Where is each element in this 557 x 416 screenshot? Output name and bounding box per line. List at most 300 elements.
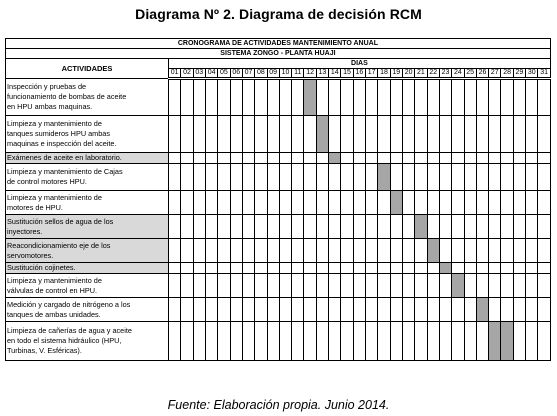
day-cell: [353, 191, 365, 215]
day-cell: [513, 164, 525, 191]
day-number-04: 04: [205, 69, 217, 79]
day-cell: [390, 153, 402, 164]
day-cell: [501, 191, 513, 215]
day-cell: [292, 274, 304, 298]
activity-label-line: Limpieza y mantenimiento de: [7, 275, 102, 285]
activity-label: [6, 298, 169, 322]
day-cell: [501, 153, 513, 164]
day-cell: [513, 322, 525, 361]
activity-label-line: servomotores.: [7, 250, 54, 260]
day-cell: [169, 79, 181, 116]
day-cell: [292, 164, 304, 191]
day-cell: [267, 215, 279, 239]
activity-label-line: de control motores HPU.: [7, 177, 87, 186]
day-cell: [439, 116, 451, 153]
day-number-05: 05: [218, 69, 230, 79]
day-cell: [242, 274, 254, 298]
day-cell: [415, 263, 427, 274]
day-cell: [353, 153, 365, 164]
day-cell: [341, 239, 353, 263]
day-cell: [452, 79, 464, 116]
scheduled-day-cell: [452, 274, 464, 298]
day-number-26: 26: [476, 69, 488, 79]
day-cell: [452, 116, 464, 153]
scheduled-day-cell: [489, 322, 501, 361]
day-cell: [464, 164, 476, 191]
day-cell: [378, 215, 390, 239]
day-cell: [476, 215, 488, 239]
day-cell: [279, 215, 291, 239]
day-cell: [169, 298, 181, 322]
day-cell: [341, 263, 353, 274]
day-cell: [341, 116, 353, 153]
activity-label-line: Sustitución cojinetes.: [7, 263, 76, 272]
day-cell: [316, 239, 328, 263]
day-cell: [304, 116, 316, 153]
day-cell: [353, 215, 365, 239]
day-cell: [402, 164, 414, 191]
day-cell: [181, 322, 193, 361]
day-cell: [304, 153, 316, 164]
day-cell: [218, 239, 230, 263]
day-cell: [267, 153, 279, 164]
day-cell: [230, 153, 242, 164]
day-cell: [279, 191, 291, 215]
day-cell: [181, 153, 193, 164]
day-cell: [230, 191, 242, 215]
day-number-02: 02: [181, 69, 193, 79]
day-cell: [279, 274, 291, 298]
day-cell: [267, 191, 279, 215]
day-cell: [427, 164, 439, 191]
day-cell: [279, 79, 291, 116]
day-cell: [329, 274, 341, 298]
day-cell: [218, 322, 230, 361]
day-cell: [476, 191, 488, 215]
day-cell: [255, 116, 267, 153]
day-cell: [366, 153, 378, 164]
day-cell: [439, 153, 451, 164]
day-cell: [489, 116, 501, 153]
day-cell: [304, 239, 316, 263]
day-cell: [205, 164, 217, 191]
day-number-11: 11: [292, 69, 304, 79]
day-cell: [255, 164, 267, 191]
day-number-27: 27: [489, 69, 501, 79]
day-cell: [242, 116, 254, 153]
day-cell: [427, 298, 439, 322]
day-cell: [181, 164, 193, 191]
day-cell: [193, 298, 205, 322]
day-cell: [329, 322, 341, 361]
day-cell: [402, 263, 414, 274]
day-cell: [402, 79, 414, 116]
day-cell: [292, 263, 304, 274]
activity-label-line: en todo el sistema hidráulico (HPU,: [7, 336, 122, 345]
day-cell: [538, 153, 550, 164]
day-cell: [526, 215, 538, 239]
day-cell: [279, 322, 291, 361]
activity-row: [6, 164, 551, 191]
day-number-14: 14: [329, 69, 341, 79]
activity-row: [6, 215, 551, 239]
day-cell: [427, 215, 439, 239]
day-number-03: 03: [193, 69, 205, 79]
day-cell: [390, 298, 402, 322]
day-cell: [366, 263, 378, 274]
day-cell: [181, 263, 193, 274]
day-cell: [267, 298, 279, 322]
day-number-12: 12: [304, 69, 316, 79]
day-cell: [169, 263, 181, 274]
day-cell: [316, 298, 328, 322]
day-cell: [218, 116, 230, 153]
day-cell: [489, 215, 501, 239]
day-cell: [464, 153, 476, 164]
day-cell: [526, 274, 538, 298]
day-cell: [366, 164, 378, 191]
day-number-01: 01: [169, 69, 181, 79]
day-cell: [193, 153, 205, 164]
activity-label: [6, 215, 169, 239]
scheduled-day-cell: [378, 164, 390, 191]
activity-label-line: Reacondicionamiento eje de los: [7, 240, 111, 250]
day-number-19: 19: [390, 69, 402, 79]
day-cell: [292, 191, 304, 215]
day-cell: [366, 191, 378, 215]
day-cell: [304, 263, 316, 274]
day-cell: [538, 239, 550, 263]
day-cell: [439, 215, 451, 239]
day-cell: [366, 239, 378, 263]
scheduled-day-cell: [476, 298, 488, 322]
day-cell: [267, 263, 279, 274]
day-cell: [169, 191, 181, 215]
day-cell: [329, 164, 341, 191]
day-cell: [205, 274, 217, 298]
day-cell: [378, 191, 390, 215]
day-cell: [366, 215, 378, 239]
day-cell: [242, 263, 254, 274]
day-cell: [329, 79, 341, 116]
day-cell: [304, 322, 316, 361]
day-number-20: 20: [402, 69, 414, 79]
day-cell: [255, 239, 267, 263]
day-cell: [513, 215, 525, 239]
day-cell: [230, 215, 242, 239]
day-cell: [538, 298, 550, 322]
day-cell: [489, 191, 501, 215]
day-cell: [169, 215, 181, 239]
day-cell: [341, 298, 353, 322]
day-cell: [230, 164, 242, 191]
day-cell: [538, 116, 550, 153]
day-cell: [341, 274, 353, 298]
day-cell: [255, 322, 267, 361]
activity-label-line: maquinas e inspección del aceite.: [7, 139, 117, 148]
day-cell: [242, 79, 254, 116]
day-cell: [181, 79, 193, 116]
day-cell: [439, 191, 451, 215]
day-cell: [402, 215, 414, 239]
activity-label-line: Turbinas, V. Esféricas).: [7, 346, 82, 355]
day-cell: [218, 215, 230, 239]
day-cell: [181, 215, 193, 239]
activities-column-header: ACTIVIDADES: [6, 59, 169, 79]
activity-row: [6, 191, 551, 215]
day-cell: [292, 215, 304, 239]
day-number-08: 08: [255, 69, 267, 79]
day-cell: [292, 79, 304, 116]
day-number-22: 22: [427, 69, 439, 79]
day-cell: [341, 215, 353, 239]
day-cell: [415, 298, 427, 322]
day-number-18: 18: [378, 69, 390, 79]
day-cell: [341, 191, 353, 215]
day-cell: [390, 263, 402, 274]
day-cell: [378, 274, 390, 298]
day-cell: [279, 153, 291, 164]
day-cell: [366, 274, 378, 298]
day-cell: [230, 263, 242, 274]
day-cell: [378, 116, 390, 153]
day-cell: [255, 79, 267, 116]
day-cell: [193, 215, 205, 239]
day-number-21: 21: [415, 69, 427, 79]
day-cell: [476, 79, 488, 116]
day-cell: [169, 322, 181, 361]
day-cell: [255, 153, 267, 164]
day-cell: [230, 298, 242, 322]
day-cell: [218, 153, 230, 164]
day-cell: [304, 164, 316, 191]
day-cell: [501, 263, 513, 274]
day-cell: [476, 153, 488, 164]
day-cell: [181, 298, 193, 322]
activity-label-line: tanques sumideros HPU ambas: [7, 129, 111, 138]
day-cell: [464, 191, 476, 215]
day-cell: [464, 298, 476, 322]
day-cell: [427, 116, 439, 153]
day-cell: [267, 164, 279, 191]
day-cell: [366, 116, 378, 153]
day-cell: [329, 263, 341, 274]
day-cell: [230, 239, 242, 263]
scheduled-day-cell: [439, 263, 451, 274]
activity-row: [6, 274, 551, 298]
day-cell: [181, 116, 193, 153]
activity-row: [6, 79, 551, 116]
day-cell: [193, 263, 205, 274]
activity-label: [6, 191, 169, 215]
day-cell: [169, 153, 181, 164]
day-cell: [267, 79, 279, 116]
day-cell: [341, 79, 353, 116]
day-cell: [538, 215, 550, 239]
day-cell: [205, 116, 217, 153]
day-cell: [169, 116, 181, 153]
day-cell: [476, 164, 488, 191]
day-cell: [205, 239, 217, 263]
day-cell: [526, 239, 538, 263]
day-cell: [402, 116, 414, 153]
day-number-06: 06: [230, 69, 242, 79]
day-cell: [279, 263, 291, 274]
day-cell: [279, 164, 291, 191]
day-cell: [279, 116, 291, 153]
day-cell: [390, 164, 402, 191]
day-cell: [538, 274, 550, 298]
day-cell: [255, 215, 267, 239]
day-cell: [538, 191, 550, 215]
activity-label-line: inyectores.: [7, 226, 43, 236]
day-cell: [501, 164, 513, 191]
day-cell: [353, 274, 365, 298]
day-cell: [205, 153, 217, 164]
day-cell: [353, 79, 365, 116]
day-cell: [526, 322, 538, 361]
activity-label-line: Limpieza de cañerías de agua y aceite: [7, 326, 132, 335]
day-cell: [292, 322, 304, 361]
day-cell: [476, 239, 488, 263]
day-cell: [218, 263, 230, 274]
day-cell: [415, 164, 427, 191]
day-cell: [193, 274, 205, 298]
day-cell: [439, 322, 451, 361]
day-cell: [218, 164, 230, 191]
activity-label-line: válvulas de control en HPU.: [7, 285, 98, 295]
activity-label-line: Limpieza y mantenimiento de: [7, 119, 102, 128]
day-cell: [402, 298, 414, 322]
day-cell: [304, 274, 316, 298]
day-cell: [193, 79, 205, 116]
day-cell: [452, 215, 464, 239]
day-cell: [242, 153, 254, 164]
day-cell: [489, 274, 501, 298]
day-cell: [218, 274, 230, 298]
day-cell: [316, 153, 328, 164]
day-cell: [464, 215, 476, 239]
day-cell: [242, 215, 254, 239]
day-cell: [329, 298, 341, 322]
day-cell: [316, 164, 328, 191]
day-cell: [489, 239, 501, 263]
scheduled-day-cell: [316, 116, 328, 153]
activity-label: [6, 116, 169, 153]
day-cell: [341, 322, 353, 361]
activity-label-line: Medición y cargado de nitrógeno a los: [7, 299, 131, 309]
day-cell: [267, 322, 279, 361]
activity-row: [6, 239, 551, 263]
schedule-header-title: CRONOGRAMA DE ACTIVIDADES MANTENIMIENTO ANUAL: [6, 39, 551, 49]
day-cell: [230, 274, 242, 298]
day-cell: [427, 79, 439, 116]
activity-label: [6, 322, 169, 361]
day-cell: [378, 239, 390, 263]
schedule-header-subtitle: SISTEMA ZONGO - PLANTA HUAJI: [6, 49, 551, 59]
day-cell: [513, 274, 525, 298]
day-cell: [513, 153, 525, 164]
day-cell: [390, 274, 402, 298]
day-cell: [329, 191, 341, 215]
day-cell: [205, 263, 217, 274]
day-cell: [242, 191, 254, 215]
day-cell: [439, 239, 451, 263]
day-cell: [205, 298, 217, 322]
day-number-09: 09: [267, 69, 279, 79]
day-cell: [427, 191, 439, 215]
day-cell: [193, 322, 205, 361]
day-cell: [230, 322, 242, 361]
diagram-title: Diagrama Nº 2. Diagrama de decisión RCM: [135, 6, 422, 22]
activity-label-line: Limpieza y mantenimiento de: [7, 192, 102, 202]
day-cell: [402, 239, 414, 263]
day-cell: [513, 263, 525, 274]
day-cell: [366, 298, 378, 322]
day-number-17: 17: [366, 69, 378, 79]
day-cell: [452, 153, 464, 164]
day-cell: [292, 116, 304, 153]
day-cell: [402, 322, 414, 361]
day-cell: [181, 274, 193, 298]
day-number-07: 07: [242, 69, 254, 79]
day-cell: [390, 116, 402, 153]
day-number-31: 31: [538, 69, 550, 79]
day-cell: [476, 116, 488, 153]
day-cell: [218, 191, 230, 215]
day-cell: [427, 274, 439, 298]
day-cell: [255, 263, 267, 274]
day-cell: [353, 298, 365, 322]
day-cell: [526, 116, 538, 153]
day-cell: [526, 298, 538, 322]
activity-label: [6, 164, 169, 191]
day-cell: [366, 79, 378, 116]
day-number-24: 24: [452, 69, 464, 79]
day-cell: [415, 79, 427, 116]
day-cell: [292, 239, 304, 263]
day-cell: [181, 191, 193, 215]
day-cell: [230, 116, 242, 153]
day-number-28: 28: [501, 69, 513, 79]
day-cell: [279, 298, 291, 322]
day-cell: [464, 239, 476, 263]
scheduled-day-cell: [427, 239, 439, 263]
day-cell: [501, 298, 513, 322]
day-cell: [242, 322, 254, 361]
day-cell: [390, 322, 402, 361]
day-cell: [353, 263, 365, 274]
day-cell: [402, 153, 414, 164]
day-cell: [464, 322, 476, 361]
day-cell: [513, 116, 525, 153]
day-cell: [538, 263, 550, 274]
day-cell: [304, 191, 316, 215]
day-cell: [513, 239, 525, 263]
day-cell: [526, 263, 538, 274]
activity-label-line: funcionamiento de bombas de aceite: [7, 92, 127, 101]
day-cell: [501, 79, 513, 116]
day-number-30: 30: [526, 69, 538, 79]
day-cell: [476, 274, 488, 298]
day-number-13: 13: [316, 69, 328, 79]
day-cell: [169, 164, 181, 191]
day-cell: [439, 298, 451, 322]
day-cell: [242, 298, 254, 322]
activity-row: [6, 263, 551, 274]
day-cell: [427, 153, 439, 164]
activity-label: [6, 239, 169, 263]
